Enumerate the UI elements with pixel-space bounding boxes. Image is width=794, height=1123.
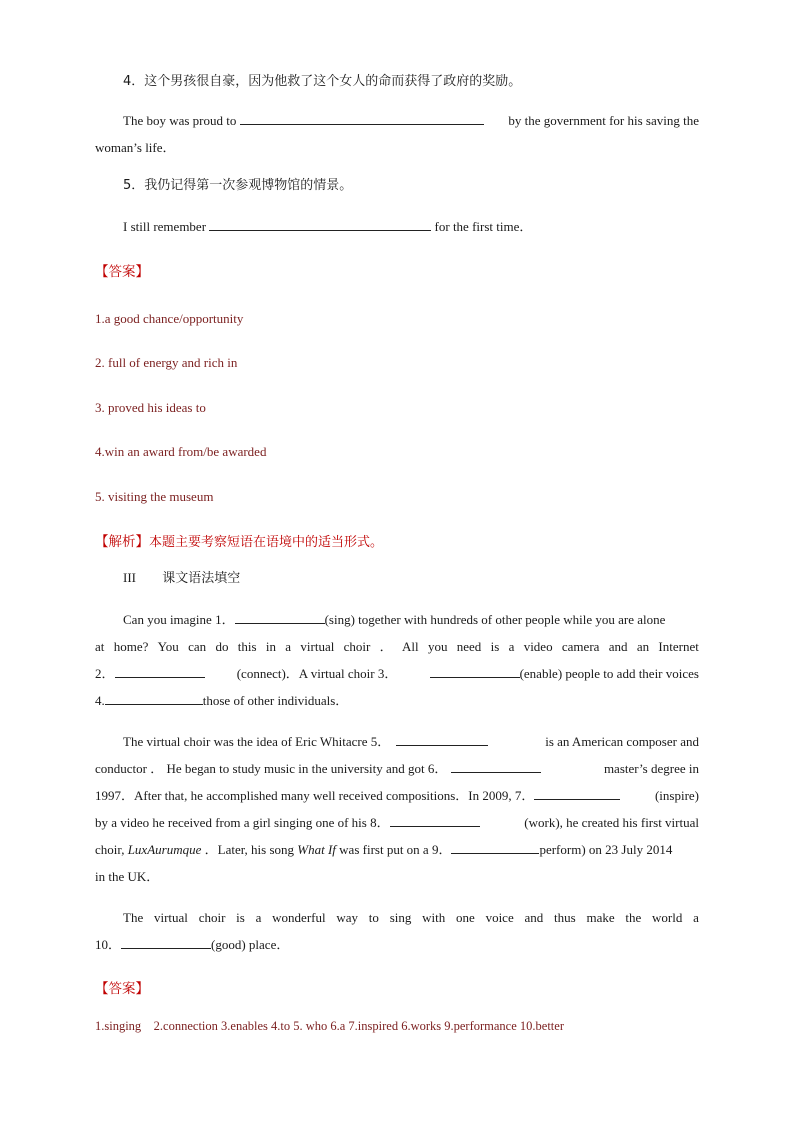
p3-word: way	[336, 910, 359, 925]
p1-word: a	[285, 639, 292, 654]
q4-english-line2	[95, 134, 176, 161]
p2-text: (work), he created his first virtual	[524, 815, 699, 830]
p2-text: ．Later, his song	[204, 842, 295, 857]
blank-10[interactable]	[121, 934, 211, 949]
p3-text: (good) place．	[211, 937, 290, 952]
p1-text: Can you imagine 1．	[123, 612, 235, 627]
p1-text: (connect)．A virtual choir 3．	[236, 666, 398, 681]
p3-word: to	[368, 910, 379, 925]
p2-text: master’s degree in	[603, 761, 699, 776]
p1-word: home?	[113, 639, 149, 654]
p1-word: do	[215, 639, 229, 654]
p1-word: need	[456, 639, 482, 654]
p2-italic-song: What If	[297, 842, 336, 857]
p1-text: (enable) people to add their voices	[519, 666, 699, 681]
p2-line-4	[95, 809, 699, 836]
p1-text: 2．	[95, 666, 115, 681]
p1-word: an	[636, 639, 650, 654]
p3-word: The	[123, 910, 144, 925]
p1-word: video	[523, 639, 553, 654]
blank-7[interactable]	[534, 785, 620, 800]
p2-text: in the UK．	[95, 869, 160, 884]
p3-word: the	[625, 910, 642, 925]
p1-word: a	[508, 639, 515, 654]
blank-2[interactable]	[115, 663, 205, 678]
answer-1-3: 3. proved his ideas to	[95, 400, 206, 415]
p2-text: choir,	[95, 842, 125, 857]
p1-word: and	[608, 639, 628, 654]
p1-word: ．	[379, 639, 393, 654]
p1-word: this	[237, 639, 257, 654]
answer-1-4: 4.win an award from/be awarded	[95, 444, 267, 459]
p3-text: 10．	[95, 937, 122, 952]
p3-word: wonderful	[272, 910, 326, 925]
p1-line-4	[95, 687, 699, 714]
section-number: III	[123, 570, 136, 585]
p1-word: at	[95, 639, 105, 654]
q5-chinese	[123, 172, 352, 199]
p1-line-2	[95, 633, 699, 660]
analysis-text: 本题主要考察短语在语境中的适当形式。	[149, 535, 384, 550]
p1-word: in	[265, 639, 276, 654]
p1-word: is	[490, 639, 500, 654]
p1-word: Internet	[658, 639, 699, 654]
p3-word: one	[456, 910, 475, 925]
p2-text: (inspire)	[654, 788, 699, 803]
p3-word: a	[693, 910, 699, 925]
section-heading	[123, 564, 240, 592]
q4-english-end: by the government for his saving the	[508, 113, 699, 128]
p2-line-3	[95, 782, 699, 809]
p1-text: (sing) together with hundreds of other people while you are alone	[324, 612, 666, 627]
blank-5[interactable]	[396, 731, 488, 746]
paragraph-3	[95, 904, 699, 958]
blank-6[interactable]	[451, 758, 541, 773]
p2-text: conductor ． He began to study music in the university and got 6．	[95, 761, 448, 776]
p3-word: a	[255, 910, 262, 925]
q4-english-line1	[123, 107, 699, 134]
p2-text: is an American composer and	[545, 734, 699, 749]
p3-line-2	[95, 931, 699, 958]
p3-word: is	[236, 910, 245, 925]
p2-line-2	[95, 755, 699, 782]
blank-4[interactable]	[105, 690, 203, 705]
p1-word: camera	[561, 639, 600, 654]
p3-word: and	[524, 910, 544, 925]
q5-answer-blank[interactable]	[209, 216, 431, 231]
p3-word: thus	[554, 910, 576, 925]
blank-9[interactable]	[451, 839, 539, 854]
blank-3[interactable]	[430, 663, 520, 678]
answers-2: 1.singing 2.connection 3.enables 4.to 5. who 6.a 7.inspired 6.works 9.performance 10.better	[95, 1019, 564, 1033]
p1-text: 4.	[95, 693, 105, 708]
p1-word: you	[427, 639, 448, 654]
q5-chinese-text: 5．我仍记得第一次参观博物馆的情景。	[123, 178, 353, 193]
p2-italic-title: LuxAurumque	[127, 842, 202, 857]
answer-1-5: 5. visiting the museum	[95, 489, 214, 504]
p1-word: All	[402, 639, 419, 654]
p2-text: 1997．After that, he accomplished many well received compositions．In 2009, 7．	[95, 788, 535, 803]
q4-chinese	[123, 68, 521, 95]
blank-1[interactable]	[235, 609, 325, 624]
answer-1-1: 1.a good chance/opportunity	[95, 311, 244, 326]
p2-text: perform) on 23 July 2014	[539, 842, 673, 857]
p3-line-1	[95, 904, 699, 931]
p2-line-6	[95, 863, 699, 890]
p3-word: voice	[485, 910, 514, 925]
answer-tag-2: 【答案】	[95, 981, 149, 997]
section-title: 课文语法填空	[162, 571, 241, 586]
p1-line-1	[95, 606, 699, 633]
q4-english-tail: woman’s life．	[95, 140, 176, 155]
p3-word: with	[422, 910, 446, 925]
analysis	[95, 528, 383, 556]
q5-english-end: for the first time．	[434, 219, 533, 234]
p3-word: world	[652, 910, 683, 925]
p2-text: was first put on a 9．	[339, 842, 452, 857]
p1-word: virtual	[300, 639, 335, 654]
p1-word: choir	[343, 639, 371, 654]
p2-line-1	[95, 728, 699, 755]
p1-word: You	[157, 639, 179, 654]
p1-line-3	[95, 660, 699, 687]
p2-line-5	[95, 836, 699, 863]
q5-english	[123, 213, 532, 240]
p3-word: sing	[389, 910, 412, 925]
p3-word: make	[586, 910, 615, 925]
p3-word: choir	[198, 910, 226, 925]
q4-chinese-text: 4．这个男孩很自豪，因为他救了这个女人的命而获得了政府的奖励。	[123, 74, 522, 89]
blank-8[interactable]	[390, 812, 480, 827]
paragraph-1	[95, 606, 699, 714]
p2-text: The virtual choir was the idea of Eric Whitacre 5．	[123, 734, 391, 749]
p2-text: by a video he received from a girl singing one of his 8．	[95, 815, 390, 830]
answer-1-2: 2. full of energy and rich in	[95, 355, 238, 370]
analysis-tag: 【解析】	[95, 534, 149, 550]
answer-tag-1: 【答案】	[95, 264, 149, 280]
q4-english-start: The boy was proud to	[123, 113, 237, 128]
paragraph-2	[95, 728, 699, 890]
p3-word: virtual	[153, 910, 188, 925]
p1-text: those of other individuals．	[202, 693, 349, 708]
q4-answer-blank[interactable]	[240, 110, 484, 125]
q5-english-start: I still remember	[123, 219, 207, 234]
p1-word: can	[188, 639, 207, 654]
